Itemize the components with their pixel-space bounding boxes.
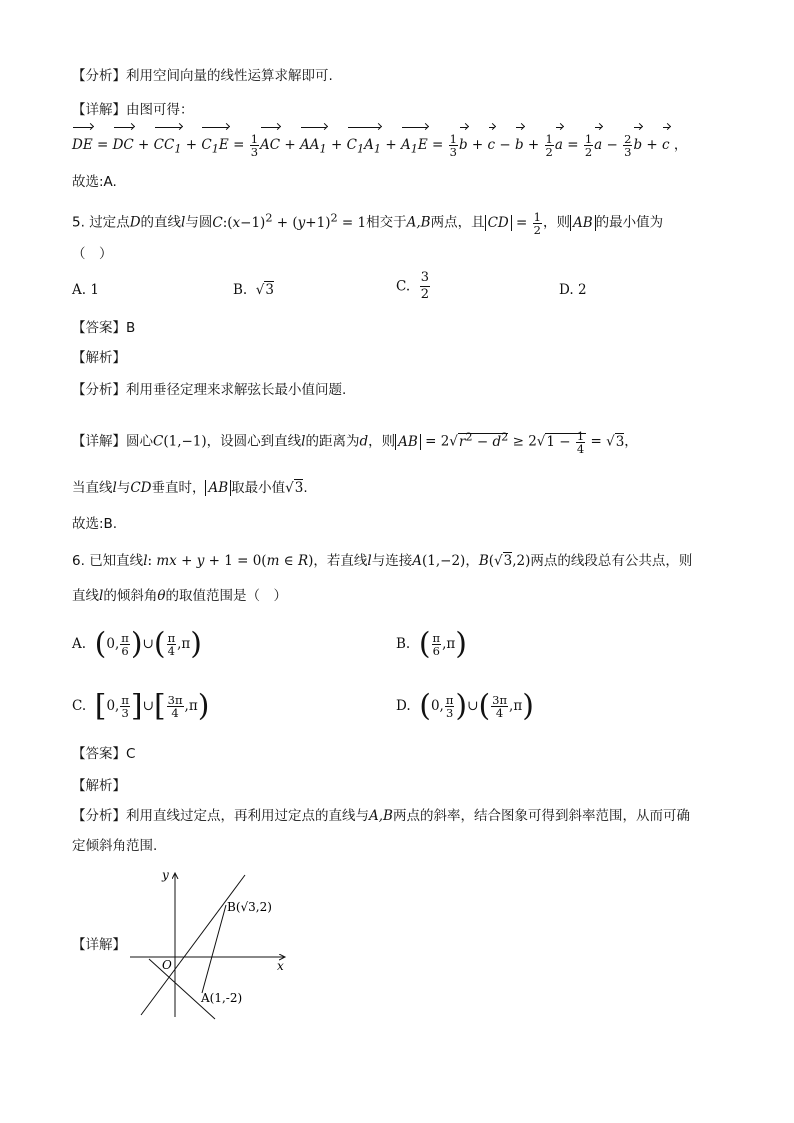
conclusion-part: 垂直时， [151, 480, 206, 496]
segment-ab [202, 905, 226, 993]
q6-option-b: B. ( $\frac{\pi}{6}$ ,π) [396, 626, 467, 662]
q5-option-a [72, 282, 99, 298]
q6-stem-part: 与连接 [371, 553, 413, 569]
y-axis-label: y [162, 868, 169, 882]
q6-option-a: A. (0, $\frac{\pi}{6}$ )∪( $\frac{\pi}{4}$ ,π) [72, 626, 203, 662]
detail-part: 圆心 [126, 433, 153, 450]
option-label: D. [396, 698, 411, 714]
conclusion-part: 取最小值 [231, 480, 286, 496]
q5-analysis [72, 380, 346, 400]
answer-value: B [126, 320, 136, 336]
point-a-label: A(1,-2) [201, 991, 243, 1005]
q6-analysis-line1: 【分析】利用直线过定点，再利用过定点的直线与A,B两点的斜率，结合图象可得到斜率范围，从而可确 [72, 808, 690, 824]
q6-stem-part: 的倾斜角 [103, 588, 158, 604]
q5-stem: 5. 过定点D的直线l与圆$C:(x-1)^2 + (y+1)^2 = 1$相交于A,B两点，且 CD = $\frac{1}{2}$ ，则 AB 的最小值为 [72, 209, 664, 237]
analysis-text: 利用直线过定点，再利用过定点的直线与 [126, 808, 369, 824]
q6-stem-part: 的取值范围是（ ） [165, 588, 287, 604]
q5-paren: （ ） [72, 246, 113, 262]
q6-detail-label: 【详解】 [72, 937, 126, 953]
detail-part: ，设圆心到直线 [206, 433, 302, 450]
q5-stem-part: 的最小值为 [595, 214, 664, 231]
answer-label: 【答案】 [72, 746, 126, 762]
q6-coordinate-figure [125, 865, 295, 1025]
q5-detail: 【详解】圆心C(1,−1)，设圆心到直线l的距离为d，则 AB = $2√r^2 - d^2 \ge 2√1$ − $\frac{1}{4}$ = √3， [72, 428, 638, 456]
detail-part: 的距离为 [305, 433, 360, 450]
analysis-label: 【分析】 [72, 382, 126, 398]
q5-stem-part: 两点，且 [430, 214, 485, 231]
option-label: A. [72, 282, 87, 298]
conclusion-part: 当直线 [72, 480, 113, 496]
q6-stem-part: ，若直线 [313, 553, 368, 569]
q4-detail-label: 【详解】 [72, 102, 126, 118]
q6-option-d: D. (0, $\frac{\pi}{3}$ )∪( $\frac{3\pi}{4}$ ,π) [396, 688, 534, 724]
q4-detail-text: 由图可得： [126, 102, 194, 118]
q6-option-c: C. [0, $\frac{\pi}{3}$ ]∪[ $\frac{3\pi}{4}$ ,π) [72, 688, 210, 724]
q5-stem-part: 与圆 [185, 214, 213, 231]
q5-conclusion: 当直线l与CD垂直时， AB 取最小值√3. [72, 480, 308, 496]
q5-option-b: B. √3 [233, 282, 274, 298]
option-label: D. [559, 282, 574, 298]
q5-stem-part: 相交于 [366, 214, 407, 231]
q5-option-d [559, 282, 587, 298]
answer-value: C [126, 746, 136, 762]
point-b-label: B(√3,2) [227, 900, 272, 914]
option-label: C. [72, 698, 87, 714]
option-label: A. [72, 636, 87, 652]
q6-jiexi: 【解析】 [72, 778, 126, 794]
q4-choose: 故选:A. [72, 174, 117, 190]
q6-answer [72, 744, 135, 764]
q6-stem-part: 两点的线段总有公共点，则 [530, 553, 693, 569]
conclusion-part: 与 [116, 480, 131, 496]
q4-analysis-label: 【分析】 [72, 68, 126, 84]
x-axis-label: x [277, 959, 284, 973]
analysis-text: 利用垂径定理来求解弦长最小值问题. [126, 382, 347, 398]
origin-label: O [162, 958, 172, 972]
q5-jiexi: 【解析】 [72, 350, 126, 366]
q5-answer [72, 318, 135, 338]
option-label: B. [396, 636, 411, 652]
option-text: 2 [577, 282, 587, 298]
q6-stem-part: 直线 [72, 588, 99, 604]
detail-label: 【详解】 [72, 433, 126, 450]
q5-option-c: C. $\frac{3}{2}$ [396, 270, 430, 302]
option-label: B. [233, 282, 248, 298]
q4-detail-line [72, 100, 194, 120]
option-label: C. [396, 278, 411, 295]
analysis-text: 两点的斜率，结合图象可得到斜率范围，从而可确 [392, 808, 690, 824]
answer-label: 【答案】 [72, 320, 126, 336]
q5-stem-part: 的直线 [140, 214, 182, 231]
q6-stem-part: ， [465, 553, 479, 569]
q4-analysis-text: 利用空间向量的线性运算求解即可. [126, 68, 333, 84]
q6-stem-line2: 直线l的倾斜角θ的取值范围是（ ） [72, 588, 287, 604]
q5-choose: 故选:B. [72, 516, 118, 532]
q6-analysis-line2: 定倾斜角范围. [72, 838, 158, 854]
analysis-label: 【分析】 [72, 808, 126, 824]
option-text: 1 [90, 282, 99, 298]
q4-analysis-line [72, 66, 333, 86]
detail-part: ，则 [368, 433, 396, 450]
q4-vector-equation: DE = DC + $CC_1 + C_1E$ = $\frac{1}{3}$ AC + $AA_1 + C_1A_1 + A_1E$ = $\frac{1}{3}$ b + c − b + $\frac{1}{2}$ a = $\frac{1}{2}$ a − $\frac{2}{3}$ b + c ， [72, 130, 687, 165]
q6-stem-part: 已知直线 [89, 553, 144, 569]
line-through-a [149, 959, 215, 1019]
q5-number: 5. [72, 214, 85, 231]
q6-stem-line1: 6. 已知直线l: mx + y + 1 = 0(m ∈ R)，若直线l与连接A(1,−2)，B(√3,2)两点的线段总有公共点，则 [72, 553, 693, 569]
q5-stem-part: ，则 [542, 214, 570, 231]
q5-stem-part: 过定点 [89, 214, 130, 231]
q6-number: 6. [72, 553, 85, 569]
